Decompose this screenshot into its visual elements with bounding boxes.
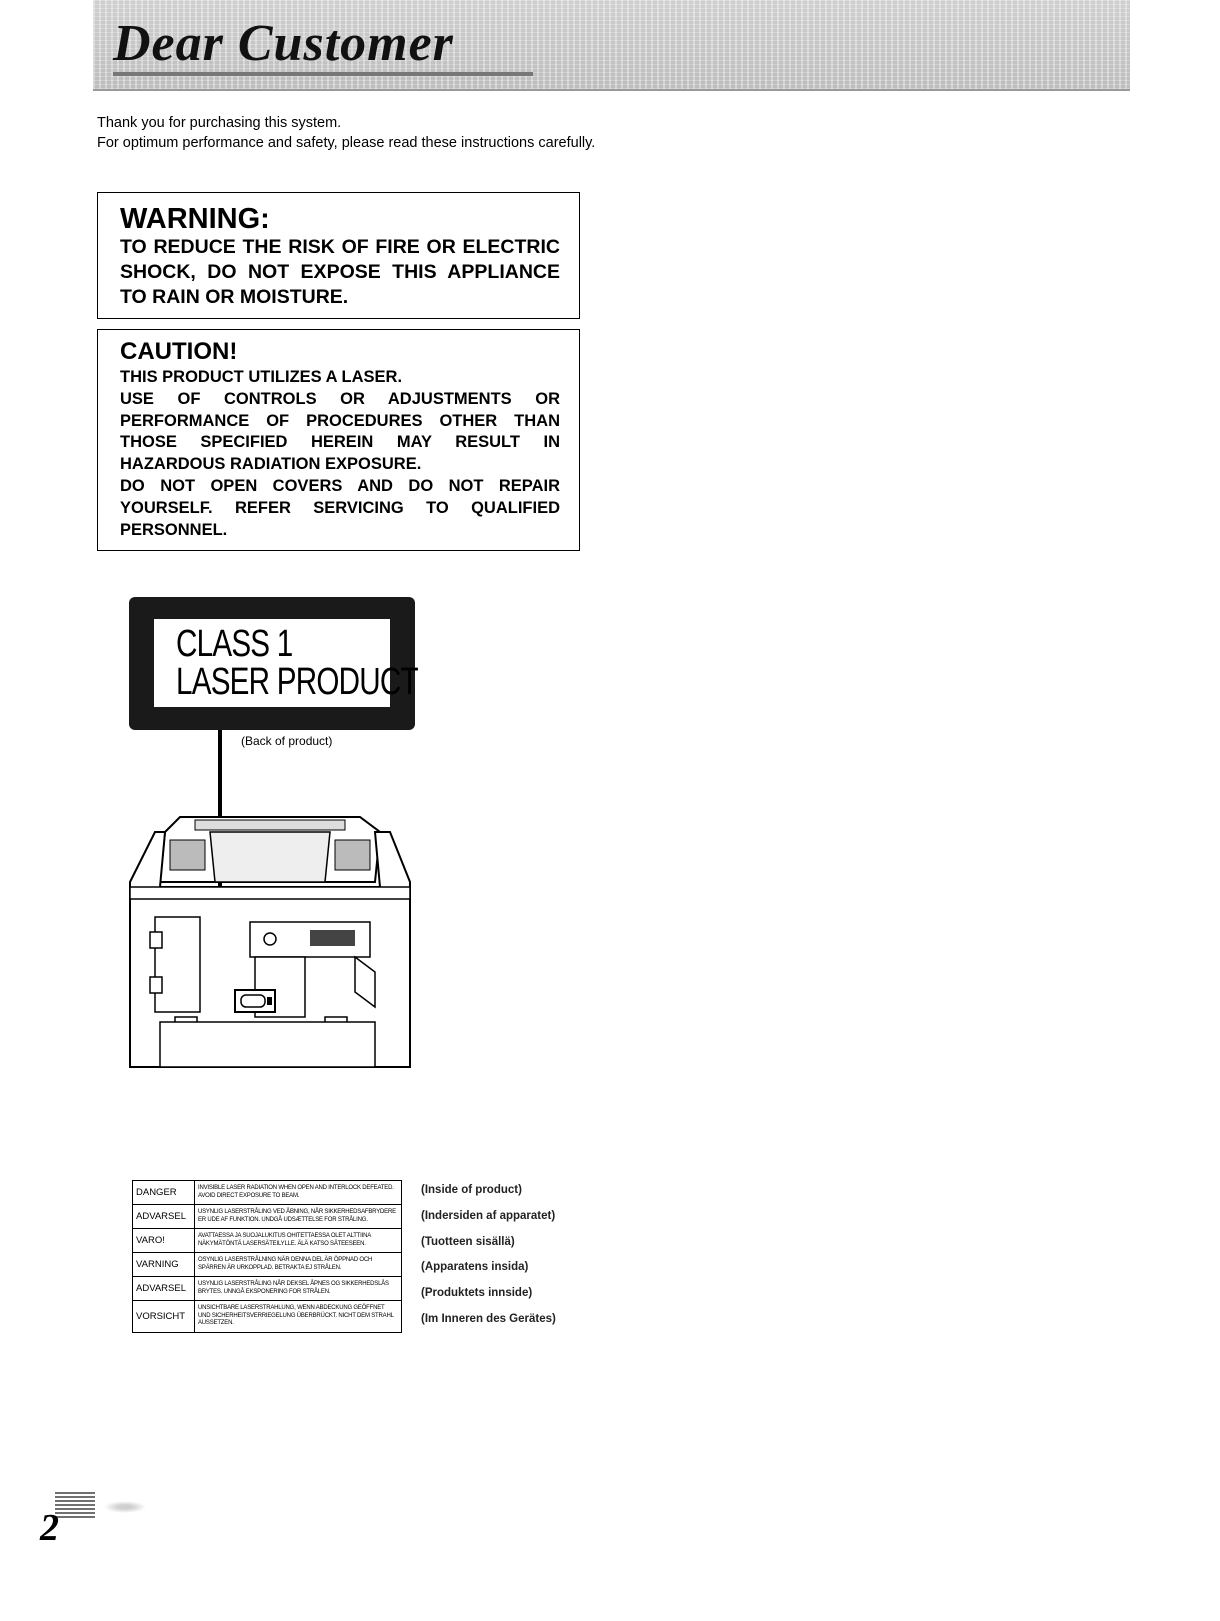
intro-line-2: For optimum performance and safety, please read these instructions carefully. bbox=[97, 135, 596, 151]
print-artifact bbox=[100, 1500, 150, 1514]
intro-line-1: Thank you for purchasing this system. bbox=[97, 115, 342, 131]
location-caption: (Im Inneren des Gerätes) bbox=[421, 1312, 556, 1325]
laser-label-inner bbox=[154, 619, 418, 707]
table-cell-text: OSYNLIG LASERSTRÅLNING NÄR DENNA DEL ÄR ÖPPNAD OCH SPÄRREN ÄR URKOPPLAD. BETRAKTA EJ STRÅLEN. bbox=[195, 1253, 402, 1277]
location-caption: (Produktets innside) bbox=[421, 1287, 533, 1300]
caution-text-2: USE OF CONTROLS OR ADJUSTMENTS OR PERFORMANCE OF PROCEDURES OTHER THAN THOSE SPECIFIED HEREIN MAY RESULT IN HAZARDOUS RADIATION EXPOSURE. bbox=[120, 389, 560, 474]
table-cell-label: VARO! bbox=[133, 1229, 195, 1253]
caution-text bbox=[120, 367, 560, 541]
caution-heading: CAUTION! bbox=[120, 338, 238, 365]
table-row bbox=[133, 1229, 402, 1253]
laser-label-line-1: CLASS 1 bbox=[176, 623, 293, 665]
caution-text-3: DO NOT OPEN COVERS AND DO NOT REPAIR YOURSELF. REFER SERVICING TO QUALIFIED PERSONNEL. bbox=[120, 476, 560, 539]
table-cell-label: DANGER bbox=[133, 1181, 195, 1205]
location-captions bbox=[421, 1184, 556, 1339]
table-cell-text: AVATTAESSA JA SUOJALUKITUS OHITETTAESSA OLET ALTTIINA NÄKYMÄTÖNTÄ LASERSÄTEILYLLE. ÄLÄ KATSO SÄTEESEEN. bbox=[195, 1229, 402, 1253]
table-row bbox=[133, 1253, 402, 1277]
table-row bbox=[133, 1301, 402, 1333]
table-cell-label: VORSICHT bbox=[133, 1301, 195, 1333]
table-cell-label: ADVARSEL bbox=[133, 1277, 195, 1301]
caution-text-1: THIS PRODUCT UTILIZES A LASER. bbox=[120, 368, 403, 386]
table-cell-text: UNSICHTBARE LASERSTRAHLUNG, WENN ABDECKUNG GEÖFFNET UND SICHERHEITSVERRIEGELUNG ÜBERBRÜCKT. NICHT DEM STRAHL AUSSETZEN. bbox=[195, 1301, 402, 1333]
intro-paragraph bbox=[97, 113, 597, 153]
warning-heading: WARNING: bbox=[120, 203, 270, 235]
table-row bbox=[133, 1277, 402, 1301]
warning-box bbox=[97, 192, 580, 319]
table-cell-text: USYNLIG LASERSTRÅLING VED ÅBNING, NÅR SIKKERHEDSAFBRYDERE ER UDE AF FUNKTION. UNDGÅ UDSÆTTELSE FOR STRÅLING. bbox=[195, 1205, 402, 1229]
location-caption: (Tuotteen sisällä) bbox=[421, 1235, 515, 1248]
page-number: 2 bbox=[40, 1507, 59, 1549]
back-of-product-caption: (Back of product) bbox=[241, 734, 333, 748]
location-caption: (Apparatens insida) bbox=[421, 1261, 529, 1274]
table-row bbox=[133, 1181, 402, 1205]
location-caption: (Inside of product) bbox=[421, 1184, 522, 1196]
caution-box bbox=[97, 329, 580, 551]
table-cell-text: USYNLIG LASERSTRÅLING NÅR DEKSEL ÅPNES OG SIKKERHEDSLÅS BRYTES. UNNGÅ EKSPONERING FOR STRÅLEN. bbox=[195, 1277, 402, 1301]
table-row bbox=[133, 1205, 402, 1229]
print-artifact bbox=[55, 1492, 95, 1518]
table-cell-label: ADVARSEL bbox=[133, 1205, 195, 1229]
laser-class-label bbox=[129, 597, 418, 730]
location-caption: (Indersiden af apparatet) bbox=[421, 1209, 556, 1222]
laser-label-line-2: LASER PRODUCT bbox=[176, 661, 418, 703]
product-back-illustration bbox=[125, 722, 415, 1082]
title-underline bbox=[113, 72, 533, 76]
laser-warning-table bbox=[132, 1180, 402, 1333]
page-title: Dear Customer bbox=[113, 15, 454, 72]
table-cell-label: VARNING bbox=[133, 1253, 195, 1277]
warning-text: TO REDUCE THE RISK OF FIRE OR ELECTRIC SHOCK, DO NOT EXPOSE THIS APPLIANCE TO RAIN OR MOISTURE. bbox=[120, 236, 560, 308]
table-cell-text: INVISIBLE LASER RADIATION WHEN OPEN AND INTERLOCK DEFEATED. AVOID DIRECT EXPOSURE TO BEAM. bbox=[195, 1181, 402, 1205]
header-banner bbox=[93, 0, 1130, 91]
